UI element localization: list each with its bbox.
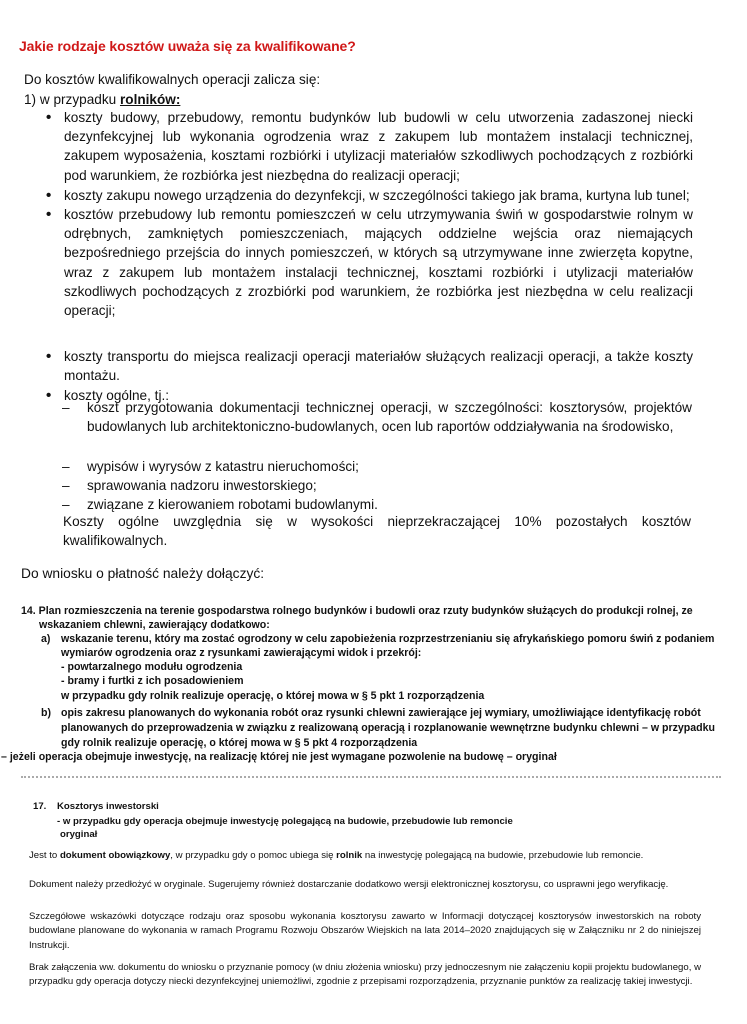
item-14-line: wskazaniem chlewni, zawierający dodatkowo: <box>39 619 270 631</box>
item-17-paragraph <box>29 849 701 863</box>
item-17-title: Kosztorys inwestorski <box>57 801 159 812</box>
item-14-line: 14. Plan rozmieszczenia na terenie gospodarstwa rolnego budynków i budowli oraz rzuty budynków służących do produkcji rolnej, ze <box>21 605 693 617</box>
item-17-paragraph: Brak załączenia ww. dokumentu do wniosku o przyznanie pomocy (w dniu złożenia wniosku) przy jednoczesnym nie załączeniu kopii projektu budowlanego, w przypadku gdy operacja dotyczy niecki dezynfekcyjnej uniemożliwi, zgodnie z przepisami rozporządzenia, przyznanie punktów za realizację takiej inwestycji. <box>29 962 701 988</box>
section-1-heading <box>24 92 180 107</box>
list-item: • kosztów przebudowy lub remontu pomieszczeń w celu utrzymywania świń w gospodarstwie rolnym w odrębnych, zamkniętych pomieszczeniach, mających oddzielne wejścia oraz niemających bezpośredniego przejścia do innych pomieszczeń, w których są utrzymywane inne zwierzęta kopytne, wraz z zakupem lub montażem instalacji technicznej, kosztami rozbiórki i utylizacji materiałów szkodliwych pochodzących z zrozbiórki pod warunkiem, że rozbiórka jest niezbędna w celu realizacji operacji; <box>45 205 693 315</box>
general-costs-list <box>62 398 692 514</box>
item-14-closing: – jeżeli operacja obejmuje inwestycję, na realizację której nie jest wymagane pozwolenie na budowę – oryginał <box>1 751 557 763</box>
list-item: – związane z kierowaniem robotami budowlanymi. <box>62 495 692 514</box>
text-run: , w przypadku gdy o pomoc ubiega się <box>170 850 337 861</box>
page-divider <box>21 776 721 778</box>
eligible-costs-list <box>45 108 693 406</box>
item-14-a-line: - powtarzalnego modułu ogrodzenia <box>61 661 243 673</box>
section-1-prefix: w przypadku <box>39 92 117 107</box>
item-17-paragraph: Szczegółowe wskazówki dotyczące rodzaju oraz sposobu wykonania kosztorysu zawarto w Informacji dotyczącej kosztorysów inwestorskich na roboty budowlane planowane do wykonania w ramach Programu Rozwoju Obszarów Wiejskich na lata 2014–2020 znajdujących się w Załączniku nr 2 do niniejszej Instrukcji. <box>29 911 701 951</box>
item-14-a-line: w przypadku gdy rolnik realizuje operację, o której mowa w § 5 pkt 1 rozporządzenia <box>61 690 485 702</box>
section-1-subject: rolników: <box>119 92 181 107</box>
page-title: Jakie rodzaje kosztów uważa się za kwalifikowane? <box>19 38 356 54</box>
list-item: • koszty zakupu nowego urządzenia do dezynfekcji, w szczególności takiego jak brama, kurtyna lub tunel; <box>45 186 693 205</box>
list-item: • koszty transportu do miejsca realizacji operacji materiałów służących realizacji operacji, a także koszty montażu. <box>45 347 693 386</box>
item-17-sub-line: - w przypadku gdy operacja obejmuje inwestycję polegającą na budowie, przebudowie lub remoncie <box>57 816 513 827</box>
item-14-a-label: a) <box>41 633 51 645</box>
text-run-bold: dokument obowiązkowy <box>59 850 171 861</box>
section-1-number: 1) <box>24 92 37 107</box>
text-run-bold: rolnik <box>336 850 363 861</box>
item-14-b-line: planowanych do przeprowadzenia w związku z realizowaną operacją i rozplanowanie wewnętrzne budynku chlewni – w przypadku <box>61 722 716 734</box>
spacer <box>45 315 693 347</box>
item-14-a-line: wymiarów ogrodzenia oraz z rysunkami zawierającymi widok i przekrój: <box>61 647 422 659</box>
text-run: na inwestycję polegającą na budowie, przebudowie lub remoncie. <box>362 850 644 861</box>
intro-text: Do kosztów kwalifikowalnych operacji zalicza się: <box>24 72 321 87</box>
item-17-paragraph: Dokument należy przedłożyć w oryginale. Sugerujemy również dostarczanie dodatkowo wersji elektronicznej kosztorysu, co usprawni jego weryfikację. <box>29 879 669 890</box>
list-item: • koszty ogólne, tj.: <box>45 386 693 406</box>
list-item: • koszty budowy, przebudowy, remontu budynków lub budowli w celu utworzenia zadaszonej niecki dezynfekcyjnej lub wykonania ogrodzenia wraz z zakupem lub montażem instalacji technicznej, zakupem wyposażenia, kosztami rozbiórki i utylizacji materiałów szkodliwych pochodzących z rozbiórki pod warunkiem, że rozbiórka jest niezbędna do realizacji operacji; <box>45 108 693 186</box>
item-17-heading <box>33 800 159 813</box>
item-17-subtitle <box>57 815 557 841</box>
list-item: – sprawowania nadzoru inwestorskiego; <box>62 476 692 495</box>
item-17-sub-line: oryginał <box>60 829 98 841</box>
item-14-a-line: - bramy i furtki z ich posadowieniem <box>61 675 244 687</box>
item-14-b-line: gdy rolnik realizuje operację, o której mowa w § 5 pkt 4 rozporządzenia <box>61 737 418 749</box>
list-item: – wypisów i wyrysów z katastru nieruchomości; <box>62 457 692 476</box>
item-17-number: 17. <box>33 801 47 812</box>
general-costs-note: Koszty ogólne uwzględnia się w wysokości nieprzekraczającej 10% pozostałych kosztów kwalifikowalnych. <box>63 514 691 549</box>
item-14-b-label: b) <box>41 707 51 719</box>
item-14-a-line: wskazanie terenu, który ma zostać ogrodzony w celu zapobieżenia rozprzestrzenianiu się afrykańskiego pomoru świń z podaniem <box>61 633 715 645</box>
text-run: Jest to <box>29 850 60 861</box>
list-item: – koszt przygotowania dokumentacji technicznej operacji, w szczególności: kosztorysów, projektów budowlanych lub architektoniczno-budowlanych, ocen lub raportów oddziaływania na środowisko, <box>62 398 692 457</box>
attachments-heading: Do wniosku o płatność należy dołączyć: <box>21 566 265 581</box>
item-14-b-line: opis zakresu planowanych do wykonania robót oraz rysunki chlewni zawierające jej wymiary, umożliwiające identyfikację robót <box>61 707 701 719</box>
